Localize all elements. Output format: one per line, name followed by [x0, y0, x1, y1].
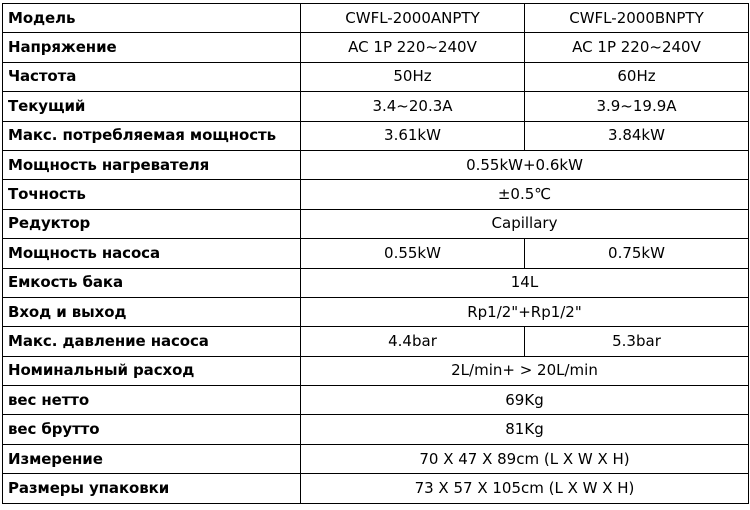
- spec-value-model-a: 4.4bar: [301, 327, 525, 356]
- spec-label: Мощность насоса: [3, 239, 301, 268]
- spec-value-model-b: 5.3bar: [525, 327, 749, 356]
- spec-value-shared: 81Kg: [301, 415, 749, 444]
- spec-value-model-b: 60Hz: [525, 62, 749, 91]
- spec-row: [3, 239, 749, 268]
- spec-row: [3, 474, 749, 503]
- spec-label: Вход и выход: [3, 297, 301, 326]
- spec-label: вес нетто: [3, 386, 301, 415]
- spec-row: [3, 150, 749, 179]
- spec-value-model-b: 3.84kW: [525, 121, 749, 150]
- spec-row: [3, 297, 749, 326]
- spec-value-shared: Rp1/2"+Rp1/2": [301, 297, 749, 326]
- spec-label: Размеры упаковки: [3, 474, 301, 503]
- spec-value-model-b: 0.75kW: [525, 239, 749, 268]
- spec-row: [3, 356, 749, 385]
- spec-value-shared: 70 X 47 X 89cm (L X W X H): [301, 444, 749, 473]
- spec-label: Текущий: [3, 92, 301, 121]
- spec-row: [3, 180, 749, 209]
- spec-value-shared: 73 X 57 X 105cm (L X W X H): [301, 474, 749, 503]
- spec-label: Макс. потребляемая мощность: [3, 121, 301, 150]
- spec-value-model-a: CWFL-2000ANPTY: [301, 4, 525, 33]
- spec-row: [3, 4, 749, 33]
- spec-label: Номинальный расход: [3, 356, 301, 385]
- spec-value-model-b: CWFL-2000BNPTY: [525, 4, 749, 33]
- spec-row: [3, 121, 749, 150]
- spec-label: Макс. давление насоса: [3, 327, 301, 356]
- spec-label: вес брутто: [3, 415, 301, 444]
- spec-row: [3, 62, 749, 91]
- spec-label: Точность: [3, 180, 301, 209]
- spec-label: Редуктор: [3, 209, 301, 238]
- spec-value-shared: 0.55kW+0.6kW: [301, 150, 749, 179]
- spec-label: Измерение: [3, 444, 301, 473]
- spec-table-body: [3, 4, 749, 504]
- spec-value-shared: ±0.5℃: [301, 180, 749, 209]
- spec-value-shared: 14L: [301, 268, 749, 297]
- spec-row: [3, 92, 749, 121]
- spec-row: [3, 268, 749, 297]
- spec-value-model-a: 50Hz: [301, 62, 525, 91]
- spec-row: [3, 386, 749, 415]
- spec-value-model-a: 0.55kW: [301, 239, 525, 268]
- spec-value-shared: 2L/min+ > 20L/min: [301, 356, 749, 385]
- spec-value-model-a: 3.4~20.3A: [301, 92, 525, 121]
- spec-label: Частота: [3, 62, 301, 91]
- spec-value-model-b: 3.9~19.9A: [525, 92, 749, 121]
- spec-row: [3, 415, 749, 444]
- spec-value-model-a: AC 1P 220~240V: [301, 33, 525, 62]
- spec-label: Емкость бака: [3, 268, 301, 297]
- spec-value-model-b: AC 1P 220~240V: [525, 33, 749, 62]
- spec-label: Мощность нагревателя: [3, 150, 301, 179]
- spec-row: [3, 444, 749, 473]
- spec-label: Модель: [3, 4, 301, 33]
- spec-row: [3, 209, 749, 238]
- spec-value-shared: 69Kg: [301, 386, 749, 415]
- spec-row: [3, 33, 749, 62]
- spec-value-model-a: 3.61kW: [301, 121, 525, 150]
- spec-table: [2, 3, 749, 504]
- spec-row: [3, 327, 749, 356]
- spec-value-shared: Capillary: [301, 209, 749, 238]
- spec-label: Напряжение: [3, 33, 301, 62]
